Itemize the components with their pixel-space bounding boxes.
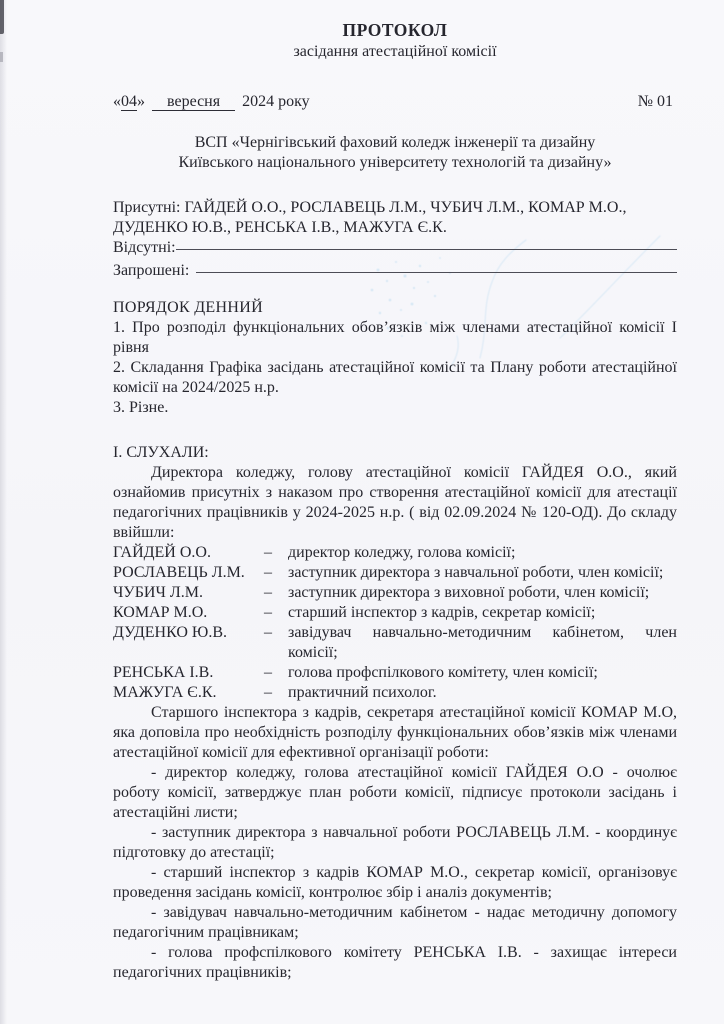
member-row [113,663,677,683]
document-number: № 01 [637,93,673,110]
duty-paragraph-deputy: - заступник директора з навчальної роботи РОСЛАВЕЦЬ Л.М. - координує підготовку до атестації; [113,824,677,861]
duty-paragraph-method-office: - завідувач навчально-методичним кабінетом - надає методичну допомогу педагогічним працівникам; [113,904,677,941]
member-role: завідувач навчально-методичним кабінетом, член комісії; [288,624,677,661]
document-title: ПРОТОКОЛ [342,20,448,40]
member-name: МАЖУГА Є.К. [113,684,217,701]
duty-paragraph-union-head: - голова профспілкового комітету РЕНСЬКА І.В. - захищає інтереси педагогічних працівників; [113,944,677,981]
agenda-item-2: 2. Складання Графіка засідань атестаційної комісії та Плану роботи атестаційної комісії на 2024/2025 н.р. [113,359,677,396]
member-role: старший інспектор з кадрів, секретар комісії; [288,604,596,621]
invited-label: Запрошені: [113,262,190,279]
section-heading-heard: І. СЛУХАЛИ: [113,444,209,461]
member-dash: – [264,624,272,641]
member-role: заступник директора з виховної роботи, член комісії; [288,584,650,601]
agenda-item-1: 1. Про розподіл функціональних обов’язків між членами атестаційної комісії І рівня [113,319,677,356]
member-name: КОМАР М.О. [113,604,208,621]
date-and-number-row [113,92,677,112]
member-name: ЧУБИЧ Л.М. [113,584,203,601]
agenda-item-3: 3. Різне. [113,399,169,416]
member-dash: – [264,684,272,701]
absent-label: Відсутні: [113,239,176,256]
member-dash: – [264,564,272,581]
organization-line-2: Київського національного університету технологій та дизайну» [178,154,612,171]
organization-name [113,133,677,173]
date-open-quote: « [113,93,121,110]
agenda-title: ПОРЯДОК ДЕННИЙ [113,299,263,316]
member-dash: – [264,544,272,561]
duty-paragraph-director: - директор коледжу, голова атестаційної комісії ГАЙДЕЯ О.О - очолює роботу комісії, затверджує план роботи комісії, підписує протоколи засідань і атестаційні листи; [113,764,677,821]
duty-paragraph-inspector: - старший інспектор з кадрів КОМАР М.О., секретар комісії, організовує проведення засідань комісії, контролює збір і аналіз документів; [113,864,677,901]
member-role: практичний психолог. [288,684,437,701]
section-intro-paragraph: Директора коледжу, голову атестаційної комісії ГАЙДЕЯ О.О., який ознайомив присутніх з наказом про створення атестаційної комісії для атестації педагогічних працівників у 2024-2025 н.р. ( від 02.09.2024 № 120-ОД). До складу ввійшли: [113,464,677,541]
member-name: РОСЛАВЕЦЬ Л.М. [113,564,245,581]
absent-blank-line [176,249,677,250]
member-row [113,623,677,663]
member-row [113,583,677,603]
member-name: ДУДЕНКО Ю.В. [113,624,228,641]
member-name: РЕНСЬКА І.В. [113,664,214,681]
member-dash: – [264,604,272,621]
secretary-report-paragraph: Старшого інспектора з кадрів, секретаря атестаційної комісії КОМАР М.О, яка доповіла про необхідність розподілу функціональних обов’язків між членами атестаційної комісії для ефективної організації роботи: [113,704,677,761]
present-members: Присутні: ГАЙДЕЙ О.О., РОСЛАВЕЦЬ Л.М., ЧУБИЧ Л.М., КОМАР М.О., ДУДЕНКО Ю.В., РЕНСЬКА І.В., МАЖУГА Є.К. [113,199,627,236]
member-row [113,543,677,563]
absent-row [113,238,677,261]
date-year: 2024 року [242,93,310,110]
member-name: ГАЙДЕЙ О.О. [113,544,211,561]
invited-blank-line [196,272,677,273]
date-day: 04 [121,93,137,110]
member-dash: – [264,584,272,601]
commission-members-list [113,543,677,703]
member-row [113,563,677,583]
member-role: директор коледжу, голова комісії; [288,544,516,561]
date-field [113,92,310,112]
date-month: вересня [152,93,235,111]
member-role: заступник директора з навчальної роботи, член комісії; [288,564,664,581]
member-row [113,683,677,703]
member-row [113,603,677,623]
date-close-quote: » [137,93,145,110]
invited-row [113,261,677,284]
member-dash: – [264,664,272,681]
document-subtitle: засідання атестаційної комісії [293,43,497,60]
member-role: голова профспілкового комітету, член комісії; [288,664,598,681]
organization-line-1: ВСП «Чернігівський фаховий коледж інженерії та дизайну [194,134,596,151]
